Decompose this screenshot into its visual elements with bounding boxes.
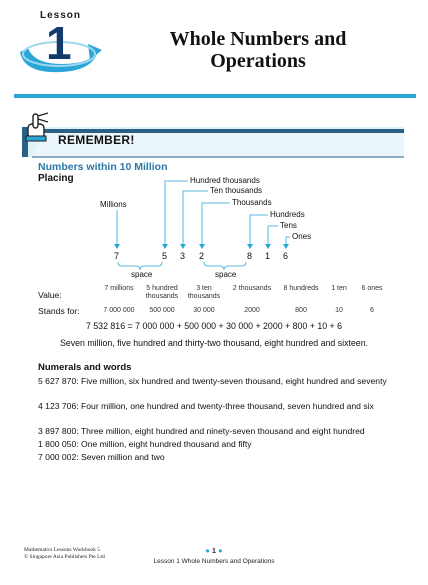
stands-cell-thousands: 2000	[244, 307, 260, 314]
stands-cell-hundred-thousands: 500 000	[149, 307, 175, 314]
digit-tens: 1	[265, 251, 271, 261]
value-cell-thousands: 2 thousands	[232, 285, 272, 292]
numeral-word-item: 4 123 706: Four million, one hundred and twenty-three thousand, seven hundred and six	[38, 401, 374, 411]
dot-left-icon: ●	[205, 546, 210, 555]
digit-hundred-thousands: 5	[162, 251, 168, 261]
label-hundred-thousands: Hundred thousands	[190, 176, 260, 185]
value-cell-tens: 1 ten	[331, 285, 347, 292]
label-hundreds: Hundreds	[270, 210, 305, 219]
value-cell-hundred-thousands: 5 hundred thousands	[145, 285, 179, 300]
value-cell-ones: 6 ones	[361, 285, 383, 292]
dot-right-icon: ●	[218, 546, 223, 555]
title-line-1: Whole Numbers and	[169, 28, 347, 50]
value-cell-millions: 7 millions	[104, 285, 134, 292]
stands-row-label: Stands for:	[38, 306, 80, 316]
numeral-word-item: 5 627 870: Five million, six hundred and twenty-seven thousand, eight hundred and seventy	[38, 376, 387, 386]
subheading-placing: Placing	[38, 173, 74, 184]
digit-hundreds: 8	[247, 251, 253, 261]
value-cell-hundreds: 8 hundreds	[283, 285, 319, 292]
section-heading-numbers: Numbers within 10 Million	[38, 161, 168, 173]
lesson-number: 1	[46, 17, 72, 69]
numeral-word-item: 1 800 050: One million, eight hundred thousand and fifty	[38, 439, 252, 449]
stands-cell-hundreds: 800	[295, 307, 307, 314]
label-ones: Ones	[292, 232, 312, 241]
footer-lesson-caption: Lesson 1 Whole Numbers and Operations	[153, 558, 275, 565]
digit-ten-thousands: 3	[180, 251, 186, 261]
label-tens: Tens	[280, 221, 297, 230]
stands-cell-ones: 6	[370, 307, 374, 314]
footer-book-title: Mathematics Lessons Workbook 5	[24, 547, 100, 553]
digit-ones: 6	[283, 251, 289, 261]
value-row-label: Value:	[38, 290, 62, 300]
stands-cell-tens: 10	[335, 307, 343, 314]
digit-millions: 7	[114, 251, 120, 261]
stands-cell-millions: 7 000 000	[103, 307, 135, 314]
expanded-form: 7 532 816 = 7 000 000 + 500 000 + 30 000 + 2000 + 800 + 10 + 6	[85, 321, 343, 331]
title-line-2: Operations	[210, 50, 306, 72]
digit-thousands: 2	[199, 251, 205, 261]
numeral-word-item: 3 897 800: Three million, eight hundred and ninety-seven thousand and eight hundred	[38, 426, 365, 436]
label-thousands: Thousands	[232, 198, 272, 207]
stands-cell-ten-thousands: 30 000	[193, 307, 215, 314]
section-heading-numerals-words: Numerals and words	[38, 362, 132, 373]
page-number-value: 1	[211, 546, 217, 555]
lesson-label: Lesson	[40, 10, 82, 21]
space-label-1: space	[131, 270, 153, 279]
footer-copyright: © Singapore Asia Publishers Pte Ltd	[24, 554, 105, 560]
numeral-word-item: 7 000 002: Seven million and two	[38, 452, 165, 462]
page-number	[0, 546, 428, 555]
label-millions: Millions	[100, 200, 127, 209]
number-in-words: Seven million, five hundred and thirty-two thousand, eight hundred and sixteen.	[59, 338, 369, 348]
value-cell-ten-thousands: 3 ten thousands	[187, 285, 221, 300]
remember-heading: REMEMBER!	[58, 133, 135, 147]
space-label-2: space	[215, 270, 237, 279]
label-ten-thousands: Ten thousands	[210, 186, 263, 195]
